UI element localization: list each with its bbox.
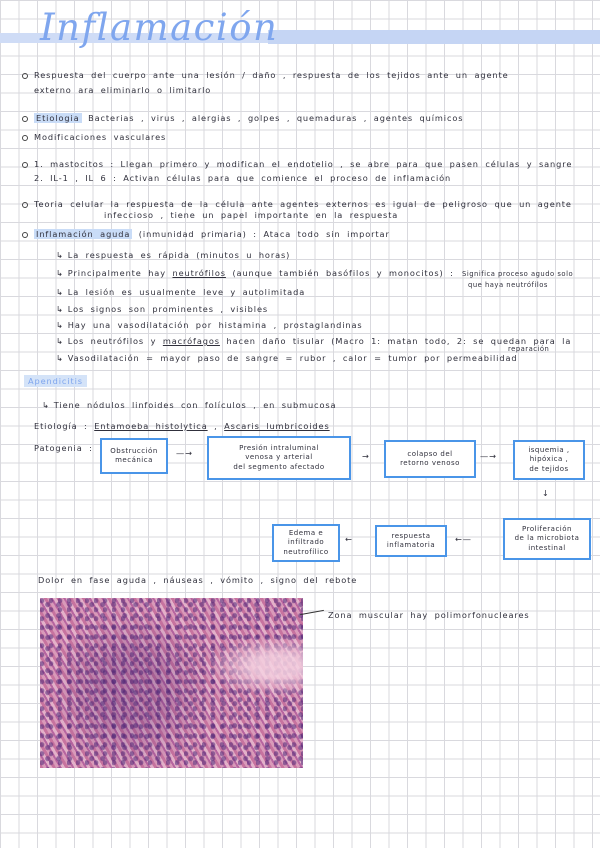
etiologia-label: Etiologia [36,113,80,123]
side-note-1: Significa proceso agudo solo [462,270,574,278]
definition-cont: externo ara eliminarlo o limitarlo [34,85,212,95]
bullet-etiologia [22,113,463,123]
apendicitis-etiologia [34,421,330,431]
aguda-item-5 [56,320,363,330]
title-highlight-band [268,30,600,44]
bullet-icon [22,135,28,141]
flow-box-obstruccion [100,438,168,474]
aguda-item-text: (aunque también basófilos y monocitos) : [232,268,454,278]
teoria-text: Teoria celular la respuesta de la célula ante agentes externos es igual de peligroso que un agente [34,199,572,209]
bullet-icon [22,73,28,79]
definition-text: Respuesta del cuerpo ante una lesión / daño , respuesta de los tejidos ante un agente [34,70,509,80]
aguda-item-text: Vasodilatación = mayor paso de sangre = rubor , calor = tumor por permeabilidad [67,353,518,363]
bullet-mastocitos [22,159,572,169]
box-text: respuesta inflamatoria [386,531,436,549]
box-text: Proliferación de la microbiota intestinal [514,524,580,552]
apendicitis-item-1 [42,400,336,410]
aguda-item-text: Los neutrófilos y [67,336,157,346]
entamoeba-text: Entamoeba histolytica [94,421,208,431]
arrow-right-icon: ↳ [56,336,64,346]
box-text: colapso del retorno venoso [400,449,460,467]
aguda-item-3 [56,287,305,297]
box-text: Presión intraluminal venosa y arterial del segmento afectado [233,443,325,471]
ascaris-text: Ascaris lumbricoides [224,421,330,431]
il-text: 2. IL-1 , IL 6 : Activan células para que comience el proceso de inflamación [34,173,452,183]
flow-arrow-6: ← [345,534,353,544]
flow-box-colapso [384,440,476,478]
flow-box-proliferacion [503,518,591,560]
aguda-item-text: Los signos son prominentes , visibles [67,304,269,314]
label-pointer-line [300,610,324,615]
etiologia-label-2: Etiología : [34,421,88,431]
bullet-icon [22,116,28,122]
patogenia-label: Patogenia : [34,443,93,453]
aguda-item-2 [56,268,454,278]
aguda-item-1 [56,250,290,260]
aguda-item-text: La lesión es usualmente leve y autolimitada [67,287,306,297]
bullet-modificaciones [22,132,166,142]
box-text: Edema e infiltrado neutrofílico [283,528,329,556]
bullet-aguda [22,229,390,239]
arrow-right-icon: ↳ [56,304,64,314]
bullet-icon [22,202,28,208]
flow-arrow-4: ↓ [542,488,550,498]
aguda-item-text: Hay una vasodilatación por histamina , prostaglandinas [67,320,363,330]
aguda-item-4 [56,304,268,314]
histology-label: Zona muscular hay polimorfonucleares [328,610,530,620]
aguda-item-text: Principalmente hay [67,268,166,278]
flow-box-edema [272,524,340,562]
flow-arrow-5: ←— [455,534,472,544]
mastocitos-text: 1. mastocitos : Llegan primero y modifican el endotelio , se abre para que pasen células y sangre [34,159,573,169]
aguda-item-text: La respuesta es rápida (minutos u horas) [67,250,291,260]
box-text: Obstrucción mecánica [110,446,158,464]
flow-arrow-3: —→ [480,451,497,461]
flow-box-presion [207,436,351,480]
bullet-definition [22,70,509,80]
box-text: isquemia , hipóxica , de tejidos [528,445,570,473]
arrow-right-icon: ↳ [56,353,64,363]
comma-text: , [214,421,218,431]
apendicitis-label [24,376,87,386]
flow-arrow-2: → [362,451,370,461]
etiologia-text: Bacterias , virus , alergias , golpes , quemaduras , agentes químicos [88,113,464,123]
arrow-right-icon: ↳ [56,287,64,297]
flow-box-isquemia [513,440,585,480]
arrow-right-icon: ↳ [56,268,64,278]
bullet-teoria [22,199,572,209]
histology-image-overlay [40,598,303,768]
aguda-label: Inflamación aguda [36,229,131,239]
arrow-right-icon: ↳ [56,250,64,260]
side-note-2: que haya neutrófilos [468,281,548,289]
teoria-cont: infeccioso , tiene un papel importante en la respuesta [104,210,399,220]
neutrofilos-text: neutrófilos [172,268,226,278]
clinical-signs: Dolor en fase aguda , náuseas , vómito , signo del rebote [38,575,358,585]
aguda-text: (inmunidad primaria) : Ataca todo sin importar [138,229,390,239]
side-note-3: reparación [508,345,550,353]
apendicitis-heading: Apendicitis [24,375,87,387]
aguda-item-7 [56,353,517,363]
modificaciones-text: Modificaciones vasculares [34,132,167,142]
apendicitis-text: Tiene nódulos linfoides con folículos , en submucosa [53,400,337,410]
arrow-right-icon: ↳ [56,320,64,330]
bullet-icon [22,232,28,238]
aguda-item-text: hacen daño tisular (Macro 1: matan todo, 2: se quedan para la [226,336,572,346]
aguda-item-6 [56,336,571,346]
flow-arrow-1: —→ [176,448,193,458]
bullet-icon [22,162,28,168]
macrofagos-text: macrófagos [162,336,220,346]
flow-box-respuesta [375,525,447,557]
arrow-right-icon: ↳ [42,400,50,410]
page-title: Inflamación [40,6,279,49]
